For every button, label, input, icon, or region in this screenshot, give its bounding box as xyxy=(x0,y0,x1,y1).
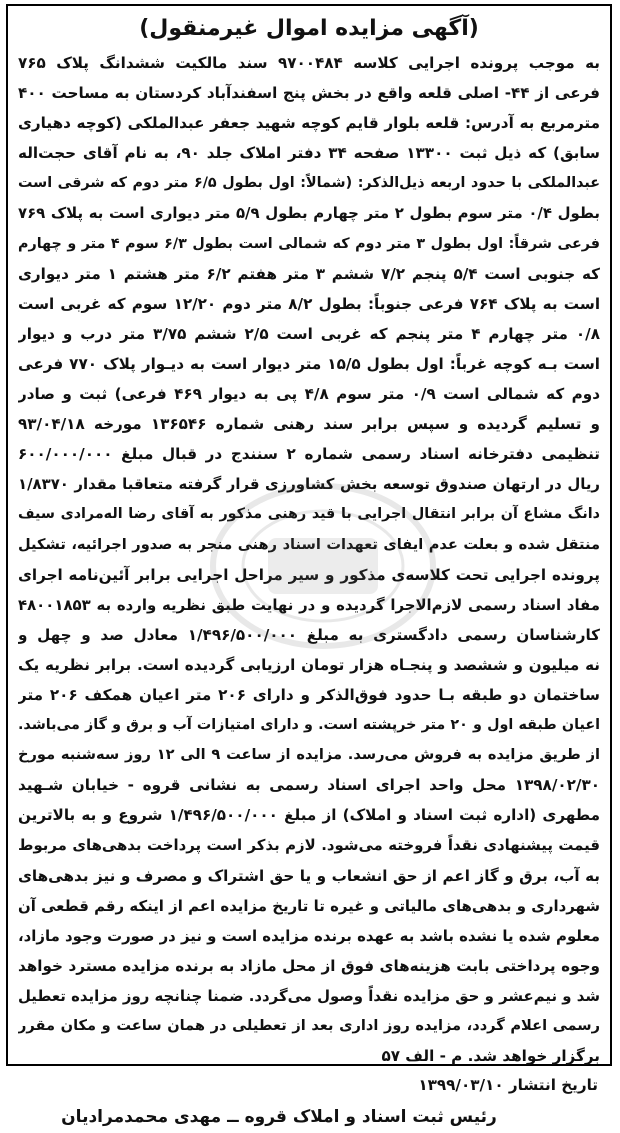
body-line: مترمربع به آدرس: قلعه بلوار قایم کوچه شهید جعفر عبدالملکی (کوچه دهیاری xyxy=(18,114,600,133)
notice-body xyxy=(8,48,610,1071)
body-line: پرونده اجرایی تحت کلاسه‌ی مذکور و سیر مراحل اجرایی برابر آئین‌نامه اجرای xyxy=(18,565,600,584)
body-line: شد و نیم‌عشر و حق مزایده نقداً وصول می‌گردد. ضمنا چنانچه روز مزایده تعطیل xyxy=(18,986,600,1005)
body-line: فرعی شرقاً: اول بطول ۳ متر دوم که شمالی است بطول ۶/۳ سوم ۴ متر و چهارم xyxy=(18,235,600,252)
body-line: ساختمان دو طبقه بـا حدود فوق‌الذکر و دارای ۲۰۶ متر اعیان همکف ۲۰۶ متر xyxy=(18,685,600,704)
body-line: دانگ مشاع آن برابر انتقال اجرایی با قید رهنی مذکور به آقای رضا اله‌مرادی سیف xyxy=(18,506,600,523)
body-line: برگزار خواهد شد. م - الف ۵۷ xyxy=(381,1047,600,1066)
body-line: است به پلاک ۷۶۴ فرعی جنوباً: بطول ۸/۲ متر دوم ۱۲/۲۰ سوم که غربی است xyxy=(18,294,600,313)
body-line: است بـه کوچه غرباً: اول بطول ۱۵/۵ متر دیوار است به دیـوار پلاک ۷۷۰ فرعی xyxy=(18,354,600,373)
body-line: مطهری (اداره ثبت اسناد و املاک) از مبلغ ۱/۴۹۶/۵۰۰/۰۰۰ شروع و به بالاترین xyxy=(18,806,600,825)
body-line: ۱۳۹۸/۰۲/۳۰ محل واحد اجرای اسناد رسمی به نشانی قروه - خیابان شـهید xyxy=(18,776,600,795)
body-line: اعیان طبقه اول و ۲۰ متر خرپشته است. و دارای امتیازات آب و برق و گاز می‌باشد. xyxy=(18,717,600,734)
body-line: کارشناسان رسمی دادگستری به مبلغ ۱/۴۹۶/۵۰۰/۰۰۰ معادل صد و چهل و xyxy=(18,625,600,644)
auction-notice xyxy=(6,4,612,1128)
body-line: منتقل شده و بعلت عدم ایفای تعهدات اسناد رهنی منجر به صدور اجرائیه، تشکیل xyxy=(18,535,600,553)
body-line: سابق) که ذیل ثبت ۱۳۳۰۰ صفحه ۳۴ دفتر املاک جلد ۹۰، به نام آقای حجت‌اله xyxy=(18,144,600,163)
body-line: دوم که شمالی است ۰/۹ متر سوم ۴/۸ پی به دیوار ۴۶۹ فرعی) ثبت و صادر xyxy=(18,385,600,404)
body-line: عبدالملکی با حدود اربعه ذیل‌الذکر: (شمالاً: اول بطول ۶/۵ متر دوم که شرقی است xyxy=(18,175,600,192)
body-line: شهرداری و بدهی‌های مالیاتی و غیره تا تاریخ مزایده اعم از اینکه رقم قطعی آن xyxy=(18,896,600,915)
publish-date: تاریخ انتشار ۱۳۹۹/۰۳/۱۰ xyxy=(418,1076,598,1095)
notice-title: (آگهی مزایده اموال غیرمنقول) xyxy=(139,16,479,41)
body-line: معلوم شده یا نشده باشد به عهده برنده مزایده است و نیز در صورت وجود مازاد، xyxy=(18,926,600,945)
body-line: رسمی اعلام گردد، مزایده روز اداری بعد از تعطیلی در همان ساعت و مکان مقرر xyxy=(18,1017,600,1034)
signature: رئیس ثبت اسناد و املاک قروه ــ مهدی محمدمرادیان xyxy=(61,1107,497,1128)
body-line: ۰/۸ متر چهارم ۴ متر پنجم که غربی است ۲/۵ ششم ۳/۷۵ متر درب و دیوار xyxy=(18,324,600,343)
body-line: تنظیمی دفترخانه اسناد رسمی شماره ۲ سنندج در قبال مبلغ ۶۰۰/۰۰۰/۰۰۰ xyxy=(18,445,600,464)
body-line: به آب، برق و گاز اعم از حق انشعاب و یا حق اشتراک و مصرف و نیز بدهی‌های xyxy=(18,866,600,885)
body-line: نه میلیون و ششصد و پنجـاه هزار تومان ارزیابی گردیده است. برابر نظریه یک xyxy=(18,655,600,674)
body-line: به موجب پرونده اجرایی کلاسه ۹۷۰۰۴۸۴ سند مالکیت ششدانگ پلاک ۷۶۵ xyxy=(18,54,600,72)
body-line: از طریق مزایده به فروش می‌رسد. مزایده از ساعت ۹ الی ۱۲ روز سه‌شنبه مورخ xyxy=(18,746,600,764)
body-line: مفاد اسناد رسمی لازم‌الاجرا گردیده و در نهایت طبق نظریه وارده به ۴۸۰۰۱۸۵۳ xyxy=(18,595,600,614)
body-line: که جنوبی است ۵/۴ پنجم ۷/۲ ششم ۳ متر هفتم ۶/۲ متر هشتم ۱ متر دیواری xyxy=(18,264,600,283)
body-line: وجوه پرداختی بابت هزینه‌های فوق از محل مازاد به برنده مزایده مسترد خواهد xyxy=(18,956,600,975)
body-line: بطول ۰/۴ متر سوم بطول ۲ متر چهارم بطول ۵/۹ متر دیواری است به پلاک ۷۶۹ xyxy=(18,204,600,223)
body-line: قیمت پیشنهادی نقداً فروخته می‌شود. لازم بذکر است پرداخت بدهی‌های مربوط xyxy=(18,836,600,855)
body-line: ریال در ارتهان صندوق توسعه بخش کشاورزی قرار گرفته متعاقبا مقدار ۱/۸۳۷۰ xyxy=(18,475,600,494)
body-line: و تسلیم گردیده و سپس برابر سند رهنی شماره ۱۳۶۵۴۶ مورخه ۹۳/۰۴/۱۸ xyxy=(18,415,600,434)
body-line: فرعی از ۴۴- اصلی قلعه واقع در بخش پنج اسفندآباد کردستان به مساحت ۴۰۰ xyxy=(18,84,600,103)
